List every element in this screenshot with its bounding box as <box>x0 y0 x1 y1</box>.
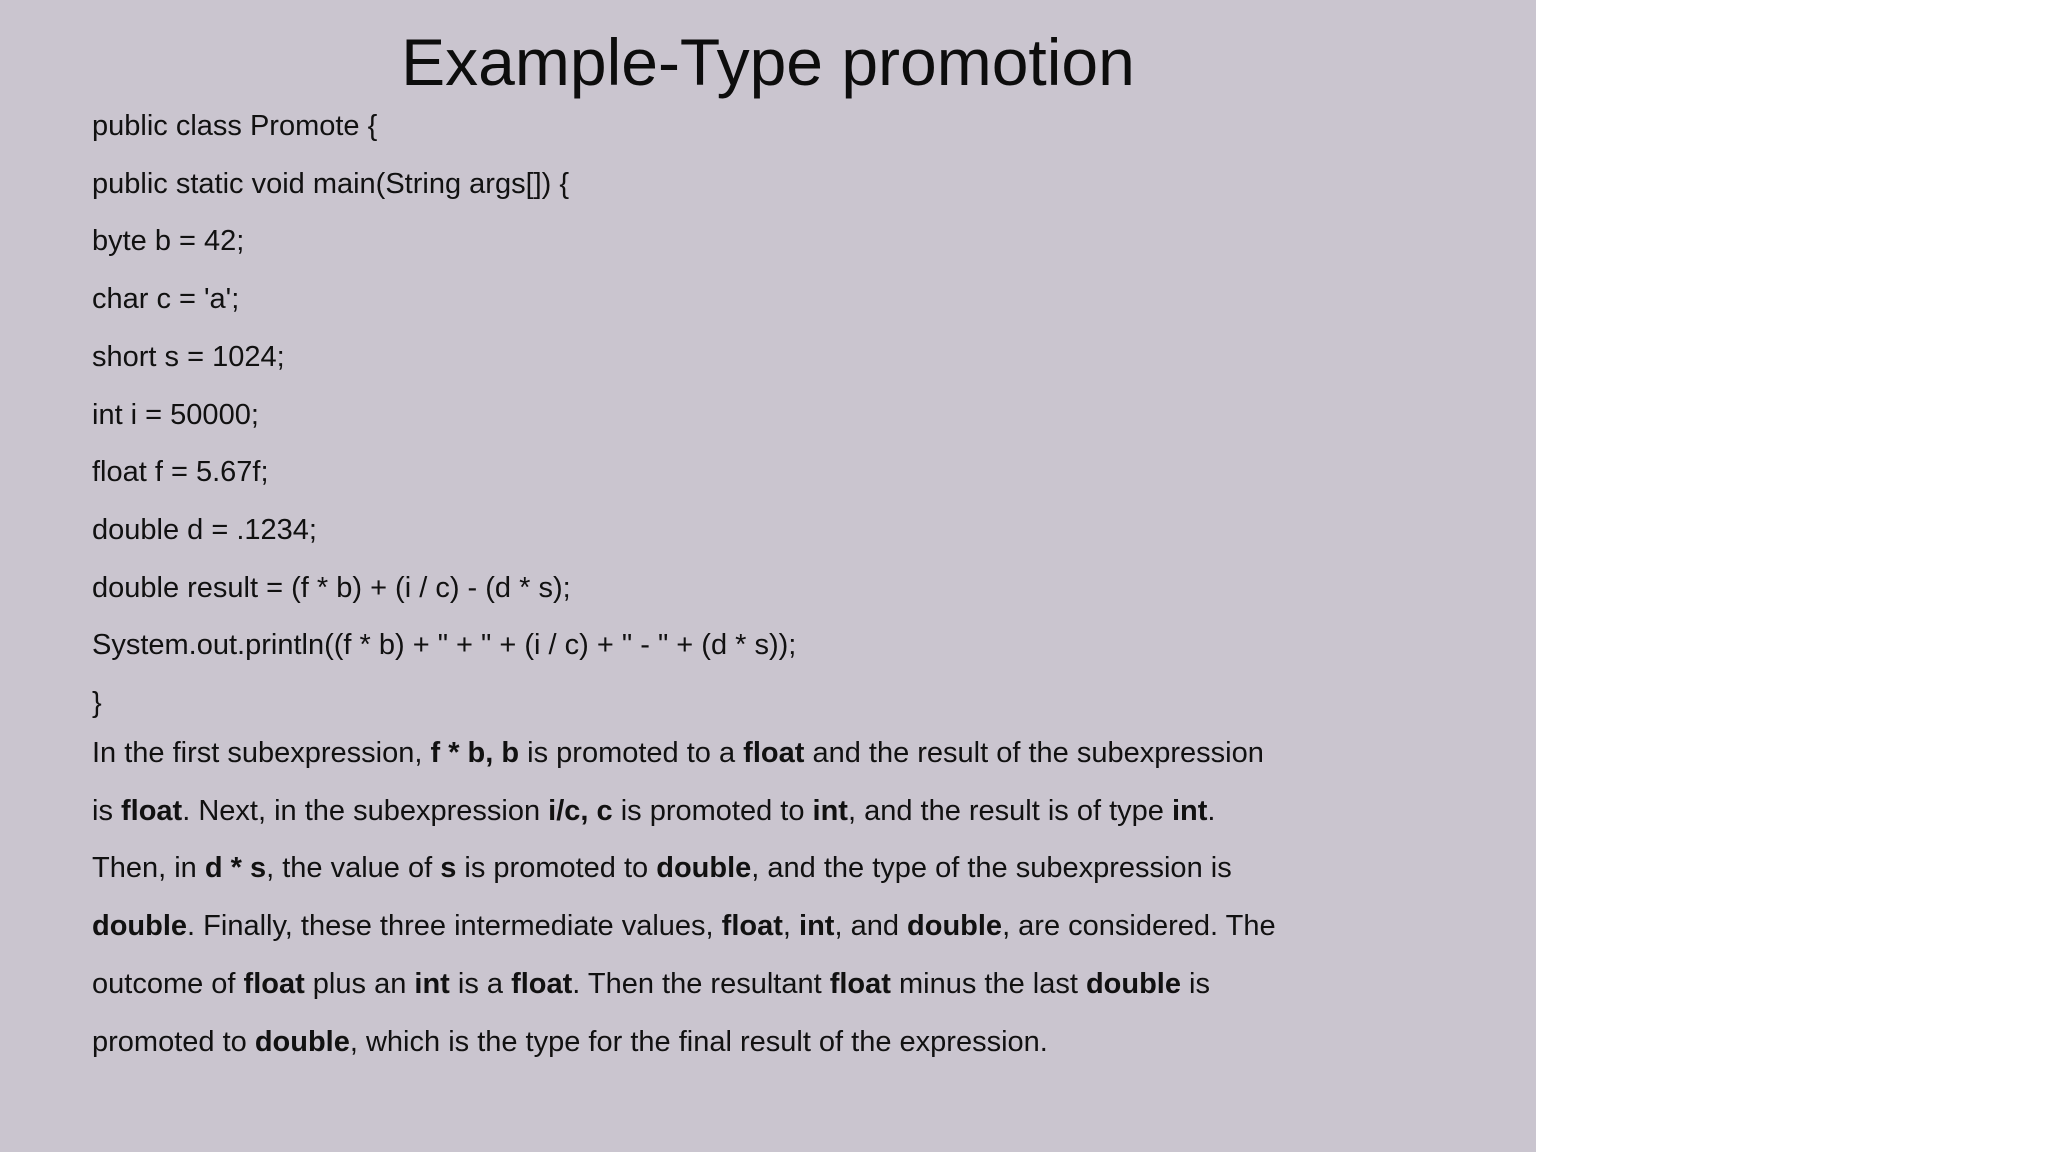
text-run: , <box>782 910 800 943</box>
text-run: is promoted to a <box>519 737 744 769</box>
code-listing <box>92 98 796 733</box>
code-line: double d = .1234; <box>92 513 317 546</box>
bold-term: int <box>1171 794 1208 827</box>
text-run: , which is the type for the final result of the expression. <box>349 1025 1048 1058</box>
slide-title: Example-Type promotion <box>401 25 1135 99</box>
text-run: . Then the resultant <box>572 967 830 1000</box>
code-line: short s = 1024; <box>92 340 285 373</box>
text-run: , and the result is of type <box>847 794 1172 827</box>
code-line: } <box>92 687 102 720</box>
bold-term: int <box>799 910 835 943</box>
bold-term: float <box>511 967 573 1000</box>
text-run: In the first subexpression, <box>92 737 431 769</box>
explanation-line <box>92 783 1412 841</box>
bold-term: double <box>907 910 1003 943</box>
text-run: plus an <box>304 967 415 1000</box>
explanation-line <box>92 1014 1412 1072</box>
bold-term: i/c, c <box>548 794 613 827</box>
code-line: double result = (f * b) + (i / c) - (d * s); <box>92 571 571 604</box>
text-run: , and <box>834 910 908 943</box>
bold-term: float <box>243 967 305 1000</box>
text-run: promoted to <box>92 1025 255 1058</box>
bold-term: double <box>254 1025 350 1058</box>
bold-term: f * b, b <box>430 737 520 769</box>
bold-term: float <box>743 737 805 769</box>
code-line: public static void main(String args[]) { <box>92 167 570 200</box>
bold-term: double <box>92 910 188 943</box>
text-run: . <box>1207 794 1216 827</box>
bold-term: int <box>414 967 450 1000</box>
code-line: byte b = 42; <box>92 225 245 258</box>
bold-term: float <box>829 967 891 1000</box>
code-line: float f = 5.67f; <box>92 456 269 489</box>
explanation-paragraph <box>92 725 1412 1071</box>
code-line: public class Promote { <box>92 110 378 142</box>
text-run: is a <box>449 967 512 1000</box>
text-run: , and the type of the subexpression is <box>751 852 1232 885</box>
blank-margin <box>1536 0 2048 1152</box>
bold-term: d * s <box>204 852 267 885</box>
text-run: outcome of <box>92 967 244 1000</box>
bold-term: s <box>440 852 457 885</box>
code-line: char c = 'a'; <box>92 283 240 316</box>
code-line: int i = 50000; <box>92 398 259 431</box>
text-run: , are considered. The <box>1002 910 1276 943</box>
text-run: is promoted to <box>456 852 657 885</box>
bold-term: float <box>121 794 183 827</box>
bold-term: int <box>812 794 848 827</box>
text-run: and the result of the subexpression <box>804 737 1264 769</box>
code-line: System.out.println((f * b) + " + " + (i / c) + " - " + (d * s)); <box>92 629 797 662</box>
text-run: . Finally, these three intermediate values, <box>187 910 722 943</box>
bold-term: double <box>1085 967 1181 1000</box>
text-run: minus the last <box>890 967 1086 1000</box>
explanation-line <box>92 725 1412 783</box>
text-run: Then, in <box>92 852 205 885</box>
text-run: is promoted to <box>612 794 813 827</box>
bold-term: float <box>721 910 783 943</box>
explanation-line <box>92 840 1412 898</box>
text-run: . Next, in the subexpression <box>182 794 549 827</box>
text-run: is <box>1181 967 1210 1000</box>
explanation-line <box>92 898 1412 956</box>
bold-term: double <box>656 852 752 885</box>
text-run: , the value of <box>266 852 441 885</box>
text-run: is <box>92 794 121 827</box>
explanation-line <box>92 956 1412 1014</box>
